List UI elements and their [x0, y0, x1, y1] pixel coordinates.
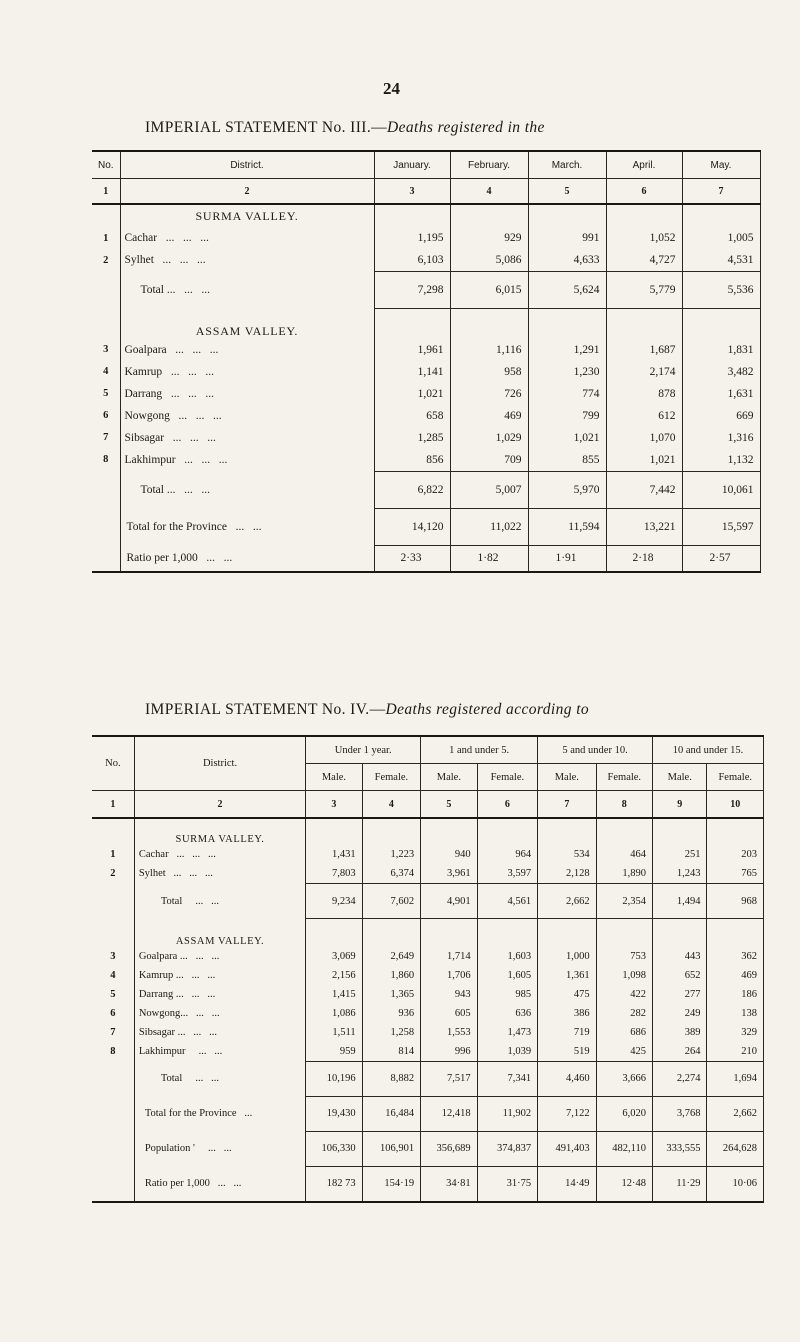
header-month: January.	[374, 151, 450, 179]
district-name: Sylhet ... ... ...	[120, 249, 374, 272]
ratio-row: Ratio per 1,000 ... ... 182 73 154·19 34·81 31·75 14·49 12·48 11·29 10·06	[92, 1166, 764, 1202]
table-row: 6 Nowgong ... ... ... 658 469 799 612 669	[92, 405, 760, 427]
header-district: District.	[134, 736, 305, 791]
header-age-group: 10 and under 15.	[653, 736, 764, 764]
section-label: ASSAM VALLEY.	[134, 919, 305, 947]
district-name: Cachar ... ... ...	[120, 227, 374, 249]
index-cell: 4	[362, 791, 420, 819]
table-row: 4 Kamrup ... ... ... 1,141 958 1,230 2,174 3,482	[92, 361, 760, 383]
header-age-group: 5 and under 10.	[538, 736, 653, 764]
index-cell: 6	[606, 179, 682, 205]
header-no: No.	[92, 151, 120, 179]
page-number: 24	[383, 79, 400, 98]
header-no: No.	[92, 736, 134, 791]
statement-3-title-italic: Deaths registered in the	[387, 119, 545, 136]
total-row: Total ... ... ... 7,298 6,015 5,624 5,779 5,536	[92, 272, 760, 309]
index-cell: 7	[538, 791, 596, 819]
statement-3-title	[145, 119, 545, 137]
index-cell: 1	[92, 791, 134, 819]
index-cell: 2	[134, 791, 305, 819]
header-female: Female.	[707, 764, 764, 791]
table-row: 1 Cachar ... ... ... 1,431 1,223 940 964 534 464 251 203	[92, 845, 764, 864]
section-label: ASSAM VALLEY.	[120, 309, 374, 339]
index-cell: 2	[120, 179, 374, 205]
header-month: May.	[682, 151, 760, 179]
table-row: 2 Sylhet ... ... ... 7,803 6,374 3,961 3,597 2,128 1,890 1,243 765	[92, 864, 764, 884]
statement-4-title-caps: IMPERIAL STATEMENT No. IV.—	[145, 701, 386, 718]
index-cell: 10	[707, 791, 764, 819]
index-cell: 8	[596, 791, 652, 819]
table-row: 7 Sibsagar ... ... ... 1,285 1,029 1,021 1,070 1,316	[92, 427, 760, 449]
table-row: 1 Cachar ... ... ... 1,195 929 991 1,052 1,005	[92, 227, 760, 249]
total-row: Total ... ... 9,234 7,602 4,901 4,561 2,662 2,354 1,494 968	[92, 884, 764, 919]
header-district: District.	[120, 151, 374, 179]
header-female: Female.	[362, 764, 420, 791]
header-age-group: Under 1 year.	[306, 736, 421, 764]
section-label: SURMA VALLEY.	[120, 204, 374, 227]
province-total-row: Total for the Province ... ... 14,120 11,022 11,594 13,221 15,597	[92, 508, 760, 545]
index-cell: 9	[653, 791, 707, 819]
header-male: Male.	[306, 764, 362, 791]
header-male: Male.	[538, 764, 596, 791]
statement-3-table	[92, 150, 761, 573]
index-cell: 7	[682, 179, 760, 205]
table-row: 7 Sibsagar ... ... ... 1,511 1,258 1,553 1,473 719 686 389 329	[92, 1023, 764, 1042]
index-cell: 6	[477, 791, 538, 819]
statement-4-table	[92, 735, 764, 1203]
index-cell: 5	[528, 179, 606, 205]
section-label: SURMA VALLEY.	[134, 818, 305, 845]
statement-3-title-caps: IMPERIAL STATEMENT No. III.—	[145, 119, 388, 136]
statement-4-title-italic: Deaths registered according to	[385, 701, 590, 718]
header-month: April.	[606, 151, 682, 179]
header-age-group: 1 and under 5.	[421, 736, 538, 764]
table-row: 3 Goalpara ... ... ... 1,961 1,116 1,291 1,687 1,831	[92, 339, 760, 361]
province-total-row: Total for the Province ... 19,430 16,484 12,418 11,902 7,122 6,020 3,768 2,662	[92, 1096, 764, 1131]
header-female: Female.	[596, 764, 652, 791]
header-female: Female.	[477, 764, 538, 791]
index-cell: 3	[374, 179, 450, 205]
total-row: Total ... ... ... 6,822 5,007 5,970 7,442 10,061	[92, 471, 760, 508]
index-cell: 1	[92, 179, 120, 205]
header-month: February.	[450, 151, 528, 179]
index-cell: 5	[421, 791, 477, 819]
header-male: Male.	[653, 764, 707, 791]
ratio-row: Ratio per 1,000 ... ... 2·33 1·82 1·91 2·18 2·57	[92, 545, 760, 572]
index-cell: 3	[306, 791, 362, 819]
table-row: 6 Nowgong... ... ... 1,086 936 605 636 386 282 249 138	[92, 1004, 764, 1023]
table-row: 2 Sylhet ... ... ... 6,103 5,086 4,633 4,727 4,531	[92, 249, 760, 272]
population-row: Population ' ... ... 106,330 106,901 356,689 374,837 491,403 482,110 333,555 264,628	[92, 1131, 764, 1166]
header-month: March.	[528, 151, 606, 179]
table-row: 3 Goalpara ... ... ... 3,069 2,649 1,714 1,603 1,000 753 443 362	[92, 947, 764, 966]
table-row: 8 Lakhimpur ... ... ... 856 709 855 1,021 1,132	[92, 449, 760, 472]
statement-4-title	[145, 701, 589, 719]
index-cell: 4	[450, 179, 528, 205]
header-male: Male.	[421, 764, 477, 791]
table-row: 5 Darrang ... ... ... 1,415 1,365 943 985 475 422 277 186	[92, 985, 764, 1004]
total-row: Total ... ... 10,196 8,882 7,517 7,341 4,460 3,666 2,274 1,694	[92, 1061, 764, 1096]
table-row: 5 Darrang ... ... ... 1,021 726 774 878 1,631	[92, 383, 760, 405]
table-row: 8 Lakhimpur ... ... 959 814 996 1,039 519 425 264 210	[92, 1042, 764, 1062]
table-row: 4 Kamrup ... ... ... 2,156 1,860 1,706 1,605 1,361 1,098 652 469	[92, 966, 764, 985]
